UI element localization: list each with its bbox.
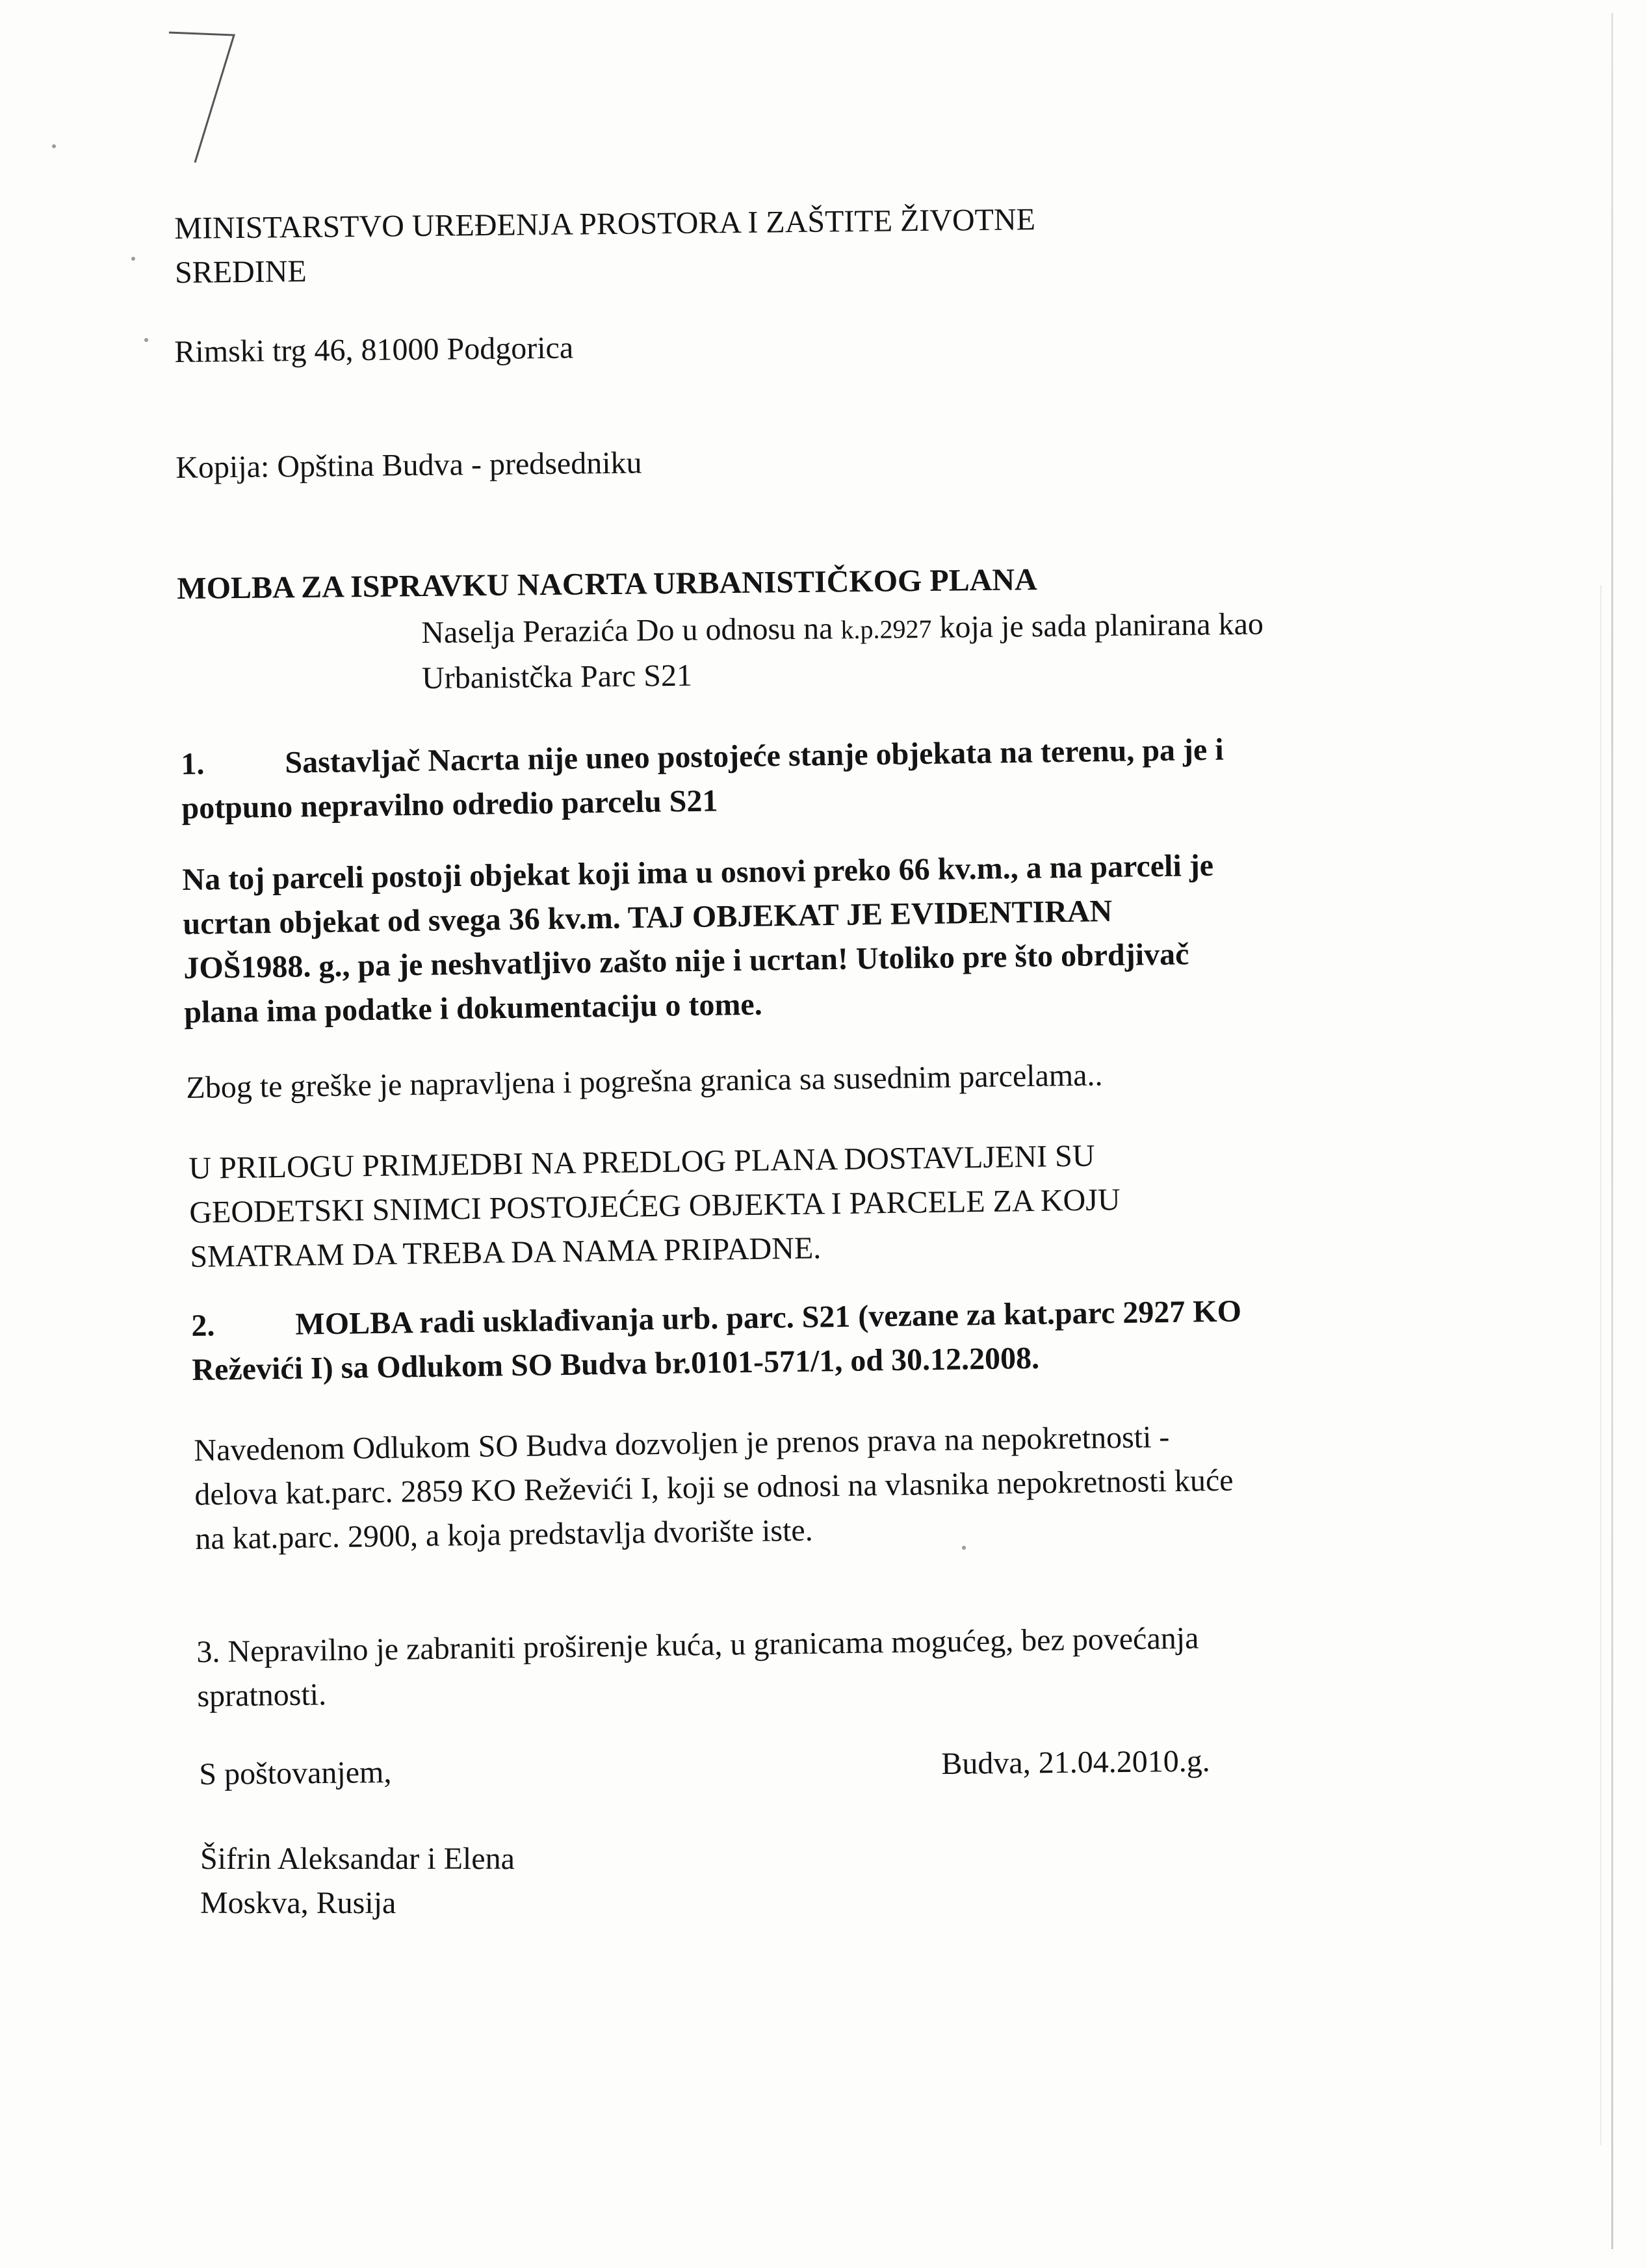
point-3-line2: spratnosti.	[197, 1677, 327, 1714]
letter-date	[941, 1740, 1210, 1786]
scan-speck	[144, 338, 148, 342]
paragraph-objekat	[182, 844, 1215, 1035]
date-text: Budva, 21.04.2010.g.	[941, 1743, 1210, 1781]
point-2	[191, 1289, 1242, 1392]
recipient-block	[174, 198, 1036, 295]
subject-detail	[421, 602, 1264, 701]
subject-title-text: MOLBA ZA ISPRAVKU NACRTA URBANISTIČKOG PLANA	[177, 562, 1037, 606]
point-1	[181, 728, 1225, 831]
scan-border-line-faint	[1600, 585, 1602, 2145]
point-2-line1: MOLBA radi usklađivanja urb. parc. S21 (vezane za kat.parc 2927 KO	[295, 1294, 1242, 1342]
recipient-name-line1: MINISTARSTVO UREĐENJA PROSTORA I ZAŠTITE ŽIVOTNE	[174, 202, 1036, 246]
recipient-address	[174, 326, 573, 374]
closing-salutation	[199, 1751, 392, 1797]
point-2-line2: Reževići I) sa Odlukom SO Budva br.0101-571/1, od 30.12.2008.	[192, 1340, 1040, 1387]
point-1-line2: potpuno nepravilno odredio parcelu S21	[181, 783, 718, 826]
paragraph-objekat-line: JOŠ1988. g., pa je neshvatljivo zašto nije i ucrtan! Utoliko pre što obrdjivač	[183, 937, 1189, 985]
paragraph-prilog-line: SMATRAM DA TREBA DA NAMA PRIPADNE.	[189, 1231, 822, 1274]
paragraph-odluka-line: na kat.parc. 2900, a koja predstavlja dvorište iste.	[194, 1513, 814, 1556]
paragraph-odluka	[194, 1414, 1234, 1561]
point-1-number: 1.	[181, 746, 205, 781]
paragraph-objekat-line: ucrtan objekat od svega 36 kv.m. TAJ OBJEKAT JE EVIDENTIRAN	[183, 894, 1113, 941]
paragraph-odluka-line: delova kat.parc. 2859 KO Reževići I, koji se odnosi na vlasnika nepokretnosti kuće	[194, 1463, 1234, 1512]
copy-text: Kopija: Opština Budva - predsedniku	[175, 445, 642, 485]
paragraph-prilog-line: U PRILOGU PRIMJEDBI NA PREDLOG PLANA DOSTAVLJENI SU	[188, 1138, 1095, 1186]
point-3	[196, 1616, 1200, 1719]
subject-parcel-number: k.p.2927	[840, 614, 932, 645]
signatory-place: Moskva, Rusija	[200, 1886, 396, 1920]
point-2-number: 2.	[191, 1308, 215, 1343]
paragraph-prilog-line: GEODETSKI SNIMCI POSTOJEĆEG OBJEKTA I PARCELE ZA KOJU	[189, 1182, 1121, 1230]
subject-line3: Urbanistčka Parc S21	[421, 658, 693, 696]
handwritten-seven-mark	[156, 20, 260, 176]
paragraph-objekat-line: Na toj parceli postoji objekat koji ima u osnovi preko 66 kv.m., a na parceli je	[182, 848, 1214, 897]
subject-title	[177, 558, 1037, 611]
scan-border-line	[1611, 13, 1613, 2249]
closing-text: S poštovanjem,	[199, 1754, 392, 1792]
signatory-name: Šifrin Aleksandar i Elena	[200, 1842, 515, 1876]
scan-speck	[131, 257, 135, 261]
subject-line2	[421, 602, 1264, 657]
paragraph-odluka-line: Navedenom Odlukom SO Budva dozvoljen je prenos prava na nepokretnosti -	[194, 1420, 1170, 1468]
copy-line	[175, 441, 642, 490]
paragraph-greska-text: Zbog te greške je napravljena i pogrešna granica sa susednim parcelama..	[186, 1058, 1103, 1105]
point-3-line1: 3. Nepravilno je zabraniti proširenje kuća, u granicama mogućeg, bez povećanja	[196, 1621, 1199, 1669]
recipient-address-text: Rimski trg 46, 81000 Podgorica	[174, 330, 574, 369]
subject-line2-end: koja je sada planirana kao	[931, 606, 1264, 645]
paragraph-objekat-line: plana ima podatke i dokumentaciju o tome.	[183, 987, 763, 1030]
scan-speck	[52, 144, 56, 148]
signatory-block	[200, 1837, 515, 1925]
subject-line2-start: Naselja Perazića Do u odnosu na	[421, 611, 841, 650]
paragraph-greska	[186, 1053, 1103, 1110]
point-1-line1: Sastavljač Nacrta nije uneo postojeće stanje objekata na terenu, pa je i	[285, 732, 1224, 780]
paragraph-prilog	[188, 1134, 1121, 1279]
recipient-name-line2: SREDINE	[174, 254, 307, 290]
